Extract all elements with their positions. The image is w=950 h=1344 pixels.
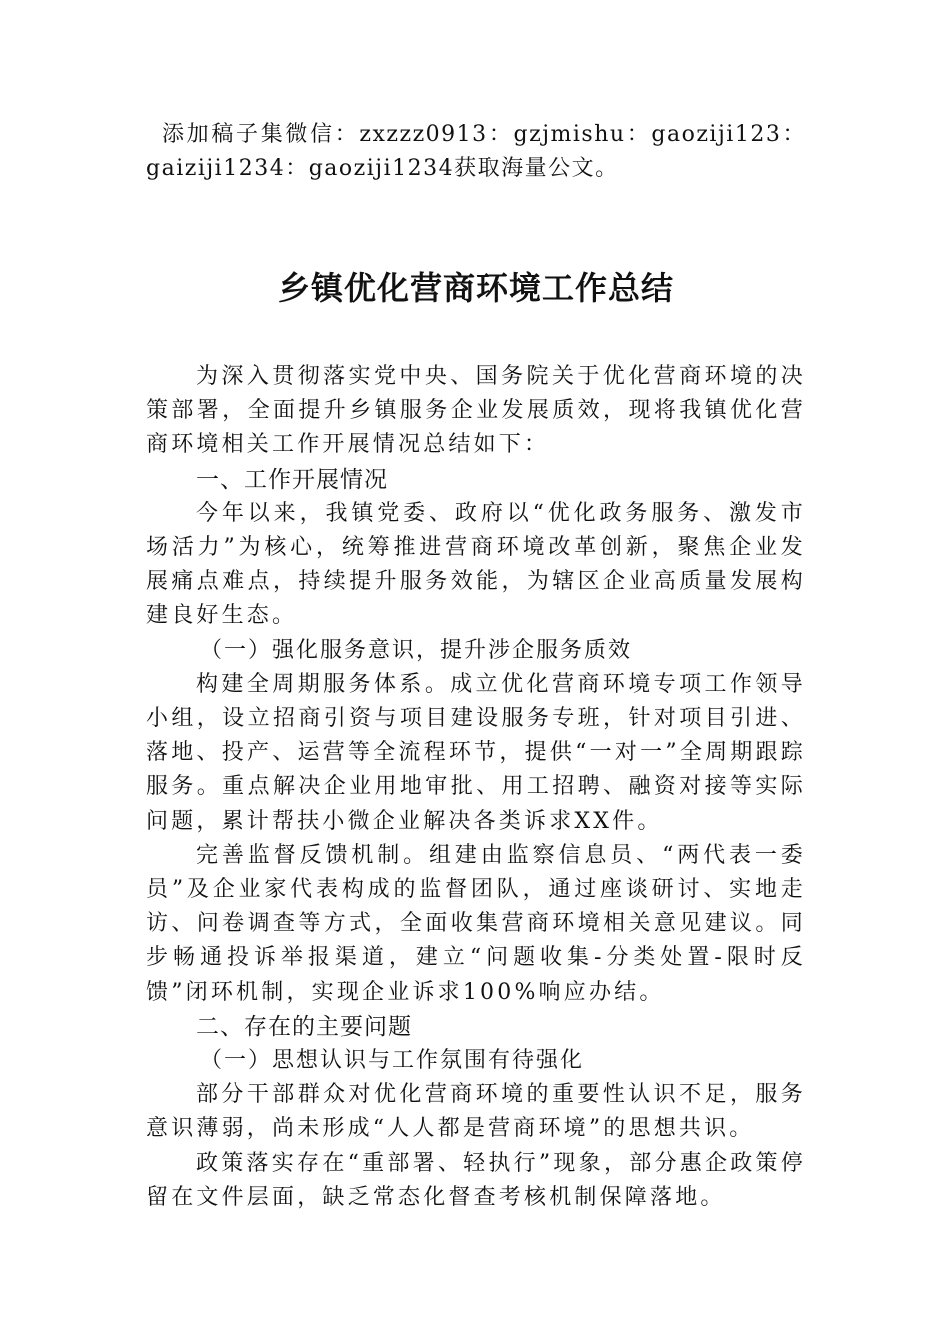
subsection-heading-2-1: （一）思想认识与工作氛围有待强化 xyxy=(200,1048,585,1074)
subsection2-1-paragraph-1: 部分干部群众对优化营商环境的重要性认识不足，服务意识薄弱，尚未形成“人人都是营商环境”的思想共识。 xyxy=(146,1082,806,1142)
subsection1-1-paragraph-1: 构建全周期服务体系。成立优化营商环境专项工作领导小组，设立招商引资与项目建设服务专班，针对项目引进、落地、投产、运营等全流程环节，提供“一对一”全周期跟踪服务。重点解决企业用地审批、用工招聘、融资对接等实际问题，累计帮扶小微企业解决各类诉求XX件。 xyxy=(146,671,806,834)
document-page xyxy=(146,118,806,1215)
subsection2-1-paragraph-2: 政策落实存在“重部署、轻执行”现象，部分惠企政策停留在文件层面，缺乏常态化督查考核机制保障落地。 xyxy=(146,1150,806,1210)
subsection-heading-1-1: （一）强化服务意识，提升涉企服务质效 xyxy=(200,637,633,663)
section-heading-2: 二、存在的主要问题 xyxy=(196,1013,412,1040)
section1-overview-paragraph: 今年以来，我镇党委、政府以“优化政务服务、激发市场活力”为核心，统筹推进营商环境改革创新，聚焦企业发展痛点难点，持续提升服务效能，为辖区企业高质量发展构建良好生态。 xyxy=(146,500,806,629)
subsection1-1-paragraph-2: 完善监督反馈机制。组建由监察信息员、“两代表一委员”及企业家代表构成的监督团队，通过座谈研讨、实地走访、问卷调查等方式，全面收集营商环境相关意见建议。同步畅通投诉举报渠道，建立“问题收集-分类处置-限时反馈”闭环机制，实现企业诉求100%响应办结。 xyxy=(146,842,806,1005)
section-heading-1: 一、工作开展情况 xyxy=(196,466,388,493)
intro-paragraph: 为深入贯彻落实党中央、国务院关于优化营商环境的决策部署，全面提升乡镇服务企业发展质效，现将我镇优化营商环境相关工作开展情况总结如下： xyxy=(146,364,806,458)
header-notice: 添加稿子集微信：zxzzz0913：gzjmishu：gaoziji123：gaiziji1234：gaoziji1234获取海量公文。 xyxy=(146,122,806,181)
document-title: 乡镇优化营商环境工作总结 xyxy=(277,269,674,307)
